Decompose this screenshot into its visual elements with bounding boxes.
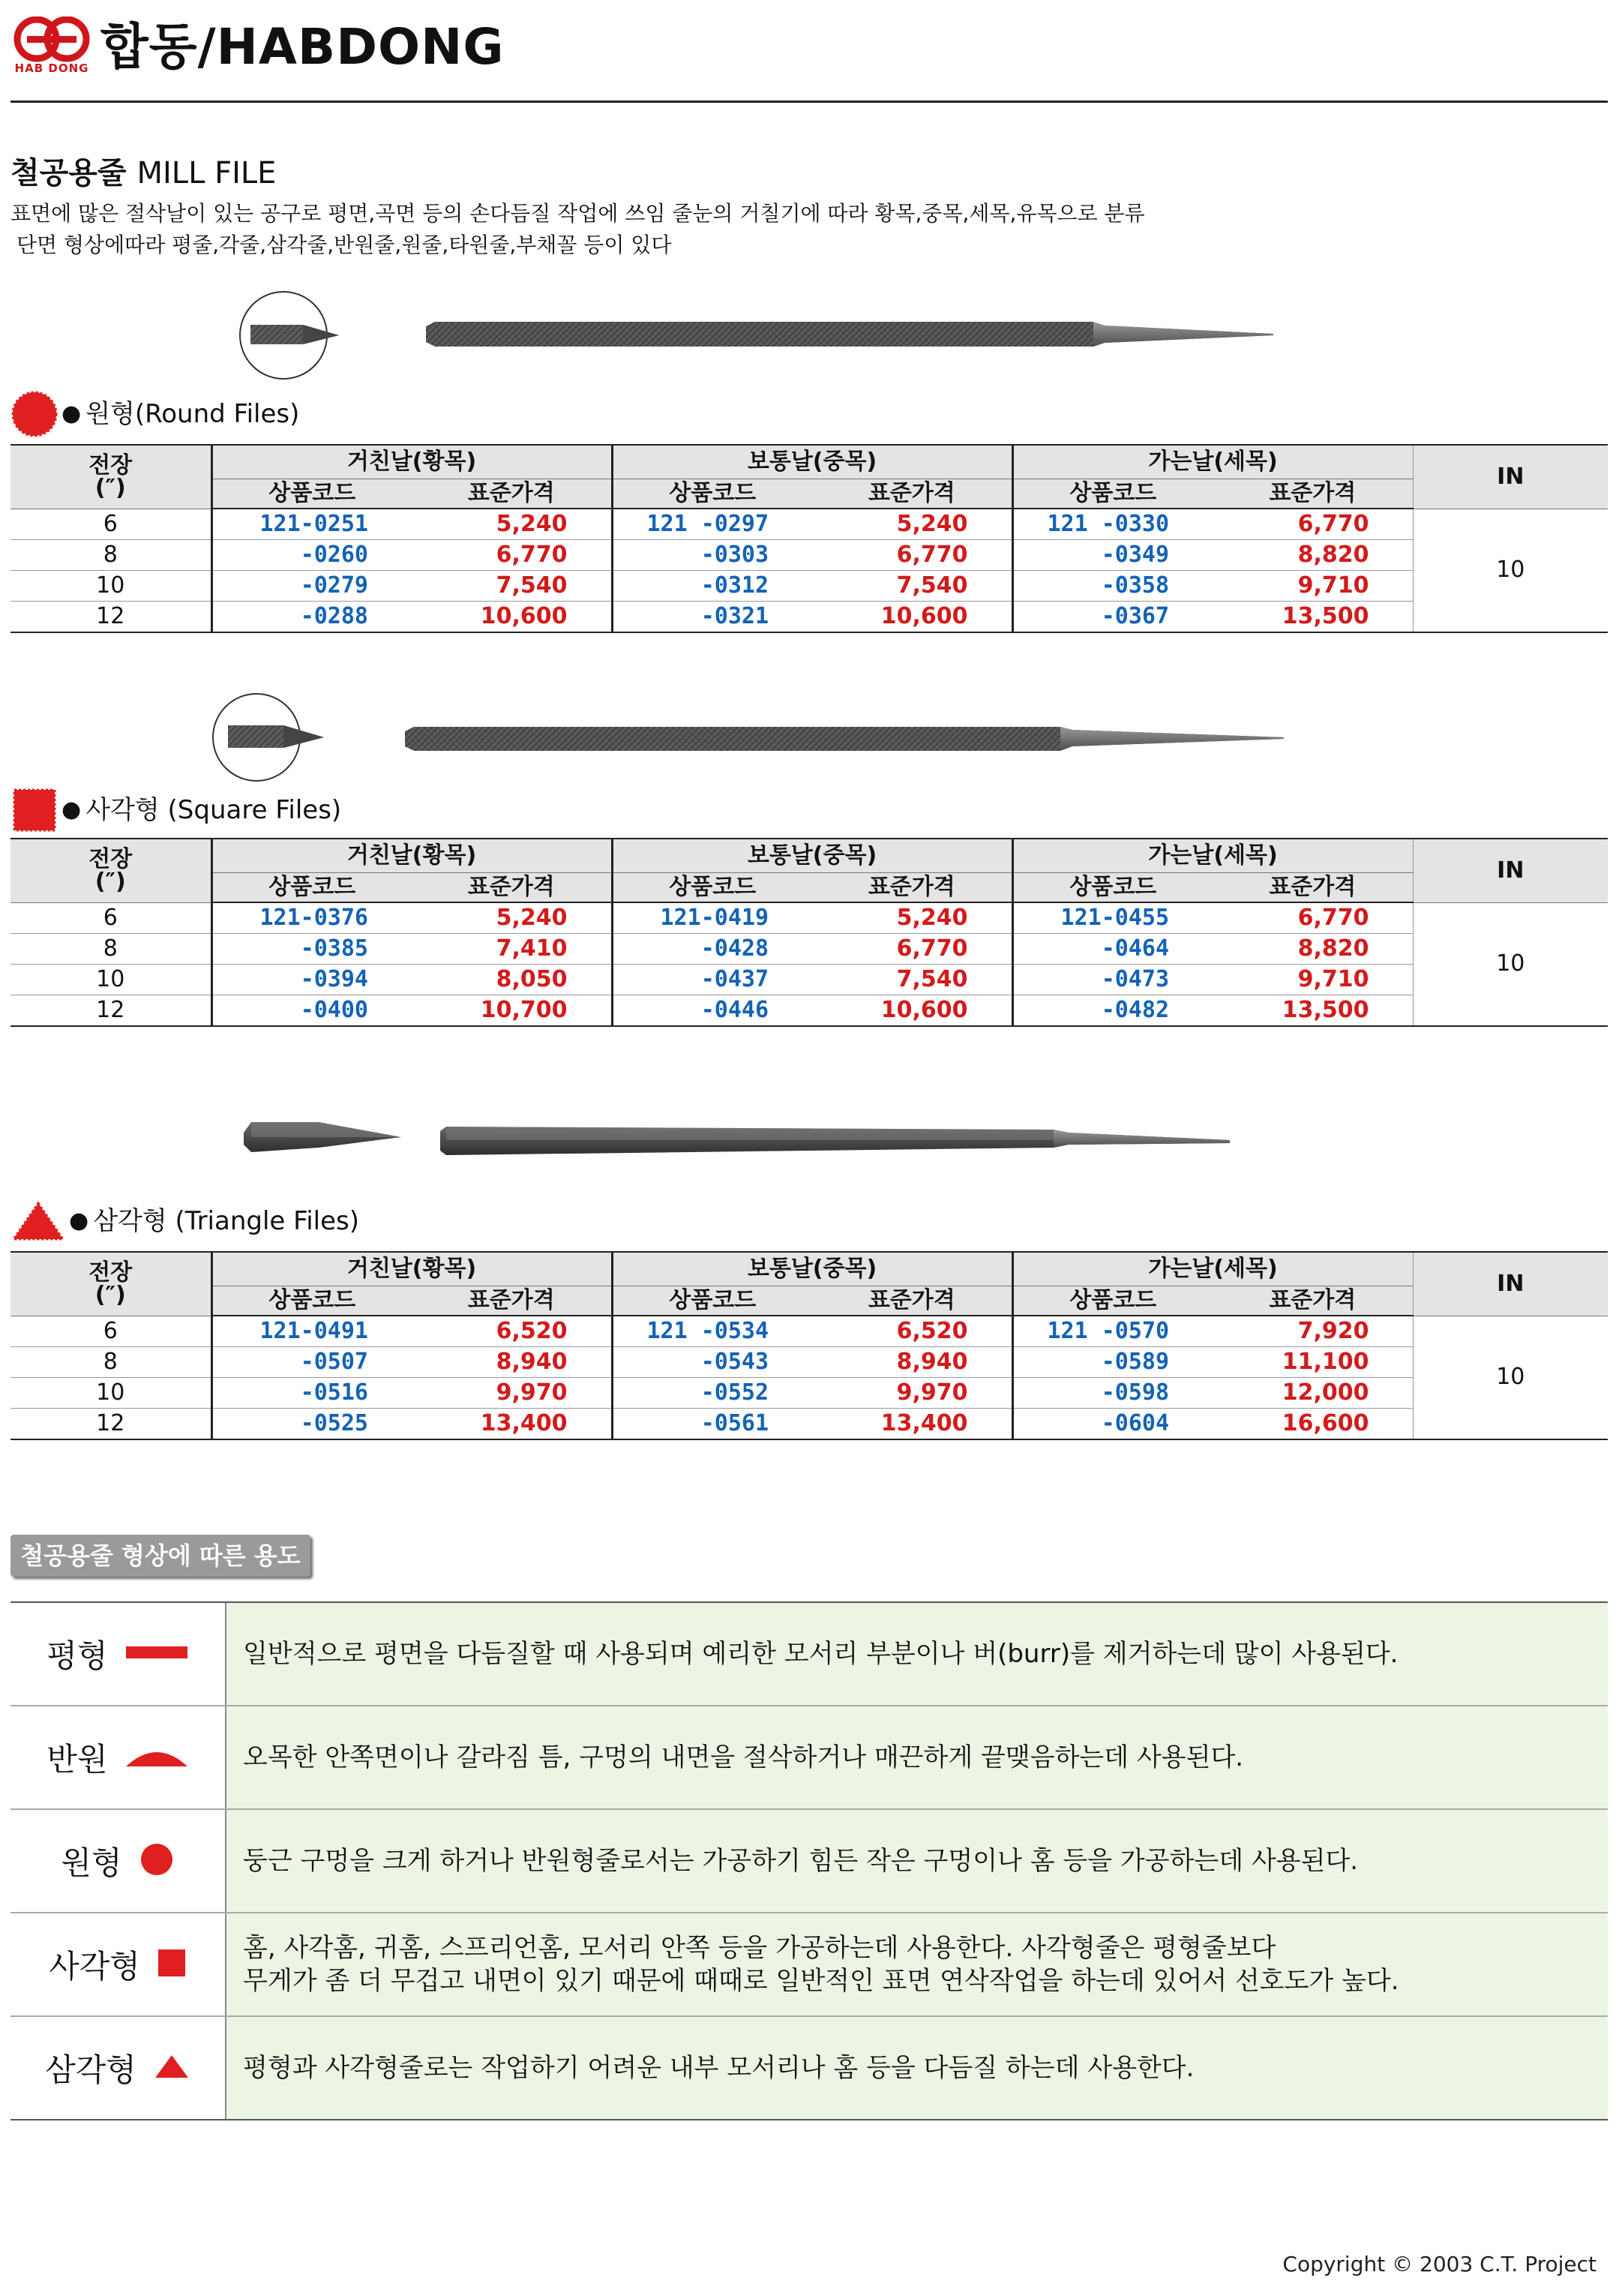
length-cell: 6 (10, 902, 211, 934)
price-header: 표준가격 (1213, 479, 1413, 509)
usage-shape (10, 2017, 226, 2119)
table-row (10, 965, 1608, 995)
code-header: 상품코드 (1012, 479, 1213, 509)
fine-code-cell: -0349 (1012, 540, 1213, 571)
length-cell: 12 (10, 1409, 211, 1440)
usage-description-line: 일반적으로 평면을 다듬질할 때 사용되며 예리한 모서리 부분이나 버(burr)를 제거하는데 많이 사용된다. (243, 1639, 1399, 1669)
length-header-unit: (″) (94, 868, 126, 895)
table-row (10, 1378, 1608, 1409)
fine-price-cell: 8,820 (1213, 540, 1413, 571)
length-header (10, 445, 211, 509)
fine-price-cell: 16,600 (1213, 1409, 1413, 1440)
coarse-price-cell: 7,540 (412, 571, 612, 602)
price-header: 표준가격 (812, 479, 1012, 509)
length-cell: 8 (10, 1347, 211, 1378)
fine-price-cell: 13,500 (1213, 995, 1413, 1027)
length-cell: 8 (10, 540, 211, 571)
fine-code-cell: -0367 (1012, 602, 1213, 633)
usage-row (10, 1913, 1608, 2017)
length-cell: 10 (10, 965, 211, 995)
fine-price-cell: 8,820 (1213, 934, 1413, 965)
coarse-price-cell: 9,970 (412, 1378, 612, 1409)
square-shape-icon (10, 786, 58, 834)
fine-code-cell: 121 -0570 (1012, 1316, 1213, 1347)
medium-code-cell: -0543 (612, 1347, 812, 1378)
bullet-icon: ● (69, 1208, 89, 1234)
usage-shape-name: 삼각형 (45, 2051, 136, 2088)
fine-code-cell: -0589 (1012, 1347, 1213, 1378)
price-header: 표준가격 (412, 873, 612, 903)
round-file-image (238, 289, 1281, 390)
medium-price-cell: 8,940 (812, 1347, 1012, 1378)
length-header-label: 전장 (88, 845, 133, 872)
usage-row (10, 1810, 1608, 1913)
triangle-shape-icon (10, 1200, 66, 1242)
price-header: 표준가격 (412, 1286, 612, 1316)
in-value-cell: 10 (1413, 509, 1608, 632)
in-value-cell: 10 (1413, 1316, 1608, 1439)
header-divider (10, 101, 1608, 103)
coarse-price-cell: 10,600 (412, 602, 612, 633)
fine-price-cell: 11,100 (1213, 1347, 1413, 1378)
triangle-files-table (10, 1251, 1608, 1440)
price-header: 표준가격 (412, 479, 612, 509)
usage-description (226, 2017, 1608, 2119)
price-header: 표준가격 (812, 1286, 1012, 1316)
medium-code-cell: -0561 (612, 1409, 812, 1440)
coarse-code-cell: 121-0251 (211, 509, 412, 540)
fine-price-cell: 12,000 (1213, 1378, 1413, 1409)
usage-shape-name: 평형 (46, 1637, 108, 1674)
logo-caption: HAB DONG (14, 62, 89, 75)
price-header: 표준가격 (812, 873, 1012, 903)
medium-price-cell: 5,240 (812, 509, 1012, 540)
fine-price-cell: 6,770 (1213, 509, 1413, 540)
coarse-code-cell: 121-0376 (211, 902, 412, 934)
usage-row (10, 2017, 1608, 2119)
usage-description-line: 둥근 구멍을 크게 하거나 반원형줄로서는 가공하기 힘든 작은 구멍이나 홈 등을 가공하는데 사용된다. (243, 1846, 1359, 1876)
coarse-price-cell: 7,410 (412, 934, 612, 965)
table-row (10, 1347, 1608, 1378)
usage-row (10, 1603, 1608, 1706)
code-header: 상품코드 (1012, 873, 1213, 903)
title-korean: 철공용줄 (10, 156, 127, 191)
medium-code-cell: -0428 (612, 934, 812, 965)
medium-header: 보통날(중목) (612, 839, 1012, 873)
usage-shape-name: 반원 (46, 1741, 108, 1778)
medium-code-cell: 121 -0534 (612, 1316, 812, 1347)
round-files-label (10, 390, 299, 438)
coarse-price-cell: 13,400 (412, 1409, 612, 1440)
length-cell: 10 (10, 571, 211, 602)
usage-shape (10, 1603, 226, 1705)
medium-header: 보통날(중목) (612, 1252, 1012, 1286)
in-header: IN (1413, 839, 1608, 902)
medium-price-cell: 7,540 (812, 965, 1012, 995)
fine-code-cell: -0358 (1012, 571, 1213, 602)
fine-code-cell: -0598 (1012, 1378, 1213, 1409)
table-row (10, 571, 1608, 602)
length-header (10, 1252, 211, 1316)
medium-code-cell: 121 -0297 (612, 509, 812, 540)
table-row (10, 509, 1608, 540)
square-file-image (211, 686, 1295, 788)
medium-header: 보통날(중목) (612, 445, 1012, 479)
habdong-logo (10, 17, 93, 75)
medium-price-cell: 6,770 (812, 934, 1012, 965)
page-title (10, 154, 276, 193)
fine-code-cell: 121 -0330 (1012, 509, 1213, 540)
fine-price-cell: 9,710 (1213, 965, 1413, 995)
bullet-icon: ● (61, 401, 82, 427)
usage-description (226, 1810, 1608, 1912)
medium-code-cell: 121-0419 (612, 902, 812, 934)
fine-code-cell: -0482 (1012, 995, 1213, 1027)
usage-description (226, 1913, 1608, 2015)
round-files-table (10, 444, 1608, 633)
coarse-code-cell: -0400 (211, 995, 412, 1027)
usage-description-line: 홈, 사각홈, 귀홈, 스프리언홈, 모서리 안쪽 등을 가공하는데 사용한다. 사각형줄은 평형줄보다 (243, 1933, 1276, 1963)
coarse-price-cell: 5,240 (412, 902, 612, 934)
coarse-code-cell: -0525 (211, 1409, 412, 1440)
usage-shape-name: 사각형 (49, 1948, 140, 1985)
length-header-unit: (″) (94, 1281, 126, 1308)
code-header: 상품코드 (612, 479, 812, 509)
length-cell: 6 (10, 509, 211, 540)
price-header: 표준가격 (1213, 873, 1413, 903)
square-files-label (10, 786, 341, 834)
fine-price-cell: 6,770 (1213, 902, 1413, 934)
length-header-unit: (″) (94, 474, 126, 501)
medium-price-cell: 10,600 (812, 602, 1012, 633)
fine-code-cell: 121-0455 (1012, 902, 1213, 934)
triangle-files-label (10, 1200, 359, 1242)
coarse-price-cell: 6,770 (412, 540, 612, 571)
usage-shape (10, 1706, 226, 1808)
usage-description (226, 1706, 1608, 1808)
length-header (10, 839, 211, 902)
habdong-logo-icon (10, 17, 93, 63)
length-header-label: 전장 (88, 452, 133, 479)
triangle-files-title: 삼각형 (Triangle Files) (93, 1206, 359, 1236)
coarse-price-cell: 8,940 (412, 1347, 612, 1378)
usage-description (226, 1603, 1608, 1705)
medium-code-cell: -0437 (612, 965, 812, 995)
coarse-code-cell: -0507 (211, 1347, 412, 1378)
code-header: 상품코드 (1012, 1286, 1213, 1316)
medium-price-cell: 9,970 (812, 1378, 1012, 1409)
coarse-code-cell: -0516 (211, 1378, 412, 1409)
code-header: 상품코드 (211, 479, 412, 509)
coarse-code-cell: -0288 (211, 602, 412, 633)
coarse-header: 거친날(황목) (211, 445, 612, 479)
fine-header: 가는날(세목) (1012, 1252, 1413, 1286)
medium-code-cell: -0552 (612, 1378, 812, 1409)
length-header-label: 전장 (88, 1259, 133, 1286)
fine-header: 가는날(세목) (1012, 839, 1413, 873)
medium-price-cell: 10,600 (812, 995, 1012, 1027)
usage-description-line: 무게가 좀 더 무겁고 내면이 있기 때문에 때때로 일반적인 표면 연삭작업을 하는데 있어서 선호도가 높다. (243, 1966, 1399, 1996)
coarse-code-cell: -0394 (211, 965, 412, 995)
fine-code-cell: -0464 (1012, 934, 1213, 965)
medium-price-cell: 13,400 (812, 1409, 1012, 1440)
coarse-code-cell: 121-0491 (211, 1316, 412, 1347)
medium-code-cell: -0312 (612, 571, 812, 602)
in-header: IN (1413, 445, 1608, 509)
fine-header: 가는날(세목) (1012, 445, 1413, 479)
coarse-price-cell: 6,520 (412, 1316, 612, 1347)
table-row (10, 602, 1608, 633)
table-row (10, 934, 1608, 965)
table-row (10, 902, 1608, 934)
fine-price-cell: 13,500 (1213, 602, 1413, 633)
length-cell: 12 (10, 602, 211, 633)
table-row (10, 1316, 1608, 1347)
code-header: 상품코드 (211, 873, 412, 903)
code-header: 상품코드 (612, 1286, 812, 1316)
code-header: 상품코드 (211, 1286, 412, 1316)
length-cell: 10 (10, 1378, 211, 1409)
usage-description-line: 오목한 안쪽면이나 갈라짐 틈, 구멍의 내면을 절삭하거나 매끈하게 끝맺음하는데 사용된다. (243, 1742, 1244, 1772)
coarse-code-cell: -0260 (211, 540, 412, 571)
in-value-cell: 10 (1413, 902, 1608, 1026)
intro-line-2: 단면 형상에따라 평줄,각줄,삼각줄,반원줄,원줄,타원줄,부채꼴 등이 있다 (16, 233, 672, 257)
table-row (10, 995, 1608, 1027)
coarse-code-cell: -0385 (211, 934, 412, 965)
coarse-code-cell: -0279 (211, 571, 412, 602)
usage-shape (10, 1913, 226, 2015)
medium-code-cell: -0446 (612, 995, 812, 1027)
square-files-table (10, 838, 1608, 1027)
medium-price-cell: 5,240 (812, 902, 1012, 934)
usage-section-title: 철공용줄 형상에 따른 용도 (10, 1535, 310, 1577)
round-shape-icon (10, 390, 58, 438)
usage-shape-name: 원형 (61, 1844, 122, 1881)
length-cell: 12 (10, 995, 211, 1027)
medium-price-cell: 7,540 (812, 571, 1012, 602)
coarse-price-cell: 5,240 (412, 509, 612, 540)
length-cell: 6 (10, 1316, 211, 1347)
bullet-icon: ● (61, 797, 82, 823)
square-files-title: 사각형 (Square Files) (85, 795, 342, 825)
medium-price-cell: 6,770 (812, 540, 1012, 571)
copyright-text: Copyright © 2003 C.T. Project (1282, 2252, 1597, 2276)
usage-description-line: 평형과 사각형줄로는 작업하기 어려운 내부 모서리나 홈 등을 다듬질 하는데 사용한다. (243, 2053, 1195, 2083)
usage-shape (10, 1810, 226, 1912)
usage-table (10, 1601, 1608, 2120)
length-cell: 8 (10, 934, 211, 965)
medium-code-cell: -0303 (612, 540, 812, 571)
fine-price-cell: 7,920 (1213, 1316, 1413, 1347)
fine-code-cell: -0604 (1012, 1409, 1213, 1440)
circle-icon (139, 1841, 175, 1880)
triangle-file-image (236, 1094, 1234, 1184)
in-header: IN (1413, 1252, 1608, 1316)
medium-price-cell: 6,520 (812, 1316, 1012, 1347)
usage-row (10, 1706, 1608, 1810)
code-header: 상품코드 (612, 873, 812, 903)
table-row (10, 1409, 1608, 1440)
coarse-price-cell: 10,700 (412, 995, 612, 1027)
title-english: MILL FILE (136, 156, 277, 191)
coarse-price-cell: 8,050 (412, 965, 612, 995)
brand-title: 합동/HABDONG (100, 18, 505, 76)
intro-line-1: 표면에 많은 절삭날이 있는 공구로 평면,곡면 등의 손다듬질 작업에 쓰임 줄눈의 거칠기에 따라 황목,중목,세목,유목으로 분류 (10, 201, 1145, 226)
coarse-header: 거친날(황목) (211, 1252, 612, 1286)
half-round-icon (124, 1741, 189, 1774)
triangle-icon (153, 2053, 190, 2083)
flat-bar-icon (124, 1641, 189, 1667)
square-icon (157, 1948, 187, 1981)
round-files-title: 원형(Round Files) (85, 399, 300, 429)
price-header: 표준가격 (1213, 1286, 1413, 1316)
coarse-header: 거친날(황목) (211, 839, 612, 873)
fine-price-cell: 9,710 (1213, 571, 1413, 602)
fine-code-cell: -0473 (1012, 965, 1213, 995)
medium-code-cell: -0321 (612, 602, 812, 633)
table-row (10, 540, 1608, 571)
